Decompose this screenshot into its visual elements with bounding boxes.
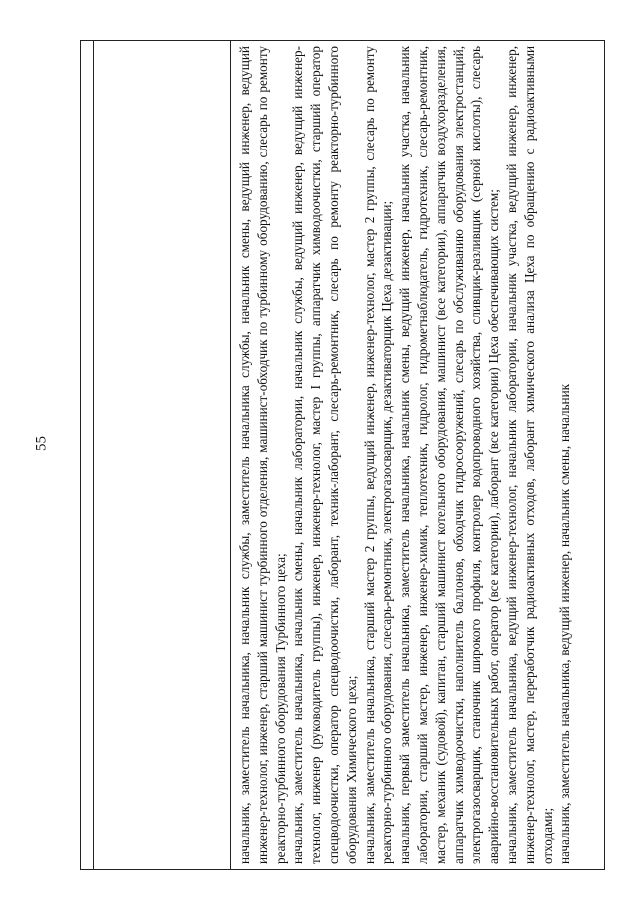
rotated-table [80, 40, 605, 870]
table-empty-band-middle [94, 40, 231, 870]
paragraph-radwaste-shop: начальник, заместитель начальника, ведущий инженер-технолог, начальник лаборатории, начальник участка, ведущий инженер, инженер, инженер-технолог, мастер, переработчик радиоактивных отходов, лаборант химического анализа Цеха по обращению с радиоактивными отходами; [503, 46, 555, 864]
paragraph-continuation: начальник, заместитель начальника, ведущий инженер, начальник смены, начальник [557, 383, 573, 864]
paragraph-decontamination-shop: начальник, заместитель начальника, старший мастер 2 группы, ведущий инженер, инженер-технолог, мастер 2 группы, слесарь по ремонту реакторно-турбинного оборудования, слесарь-ремонтник, электрогазосварщик, дезактиваторщик Цеха дезактивации; [361, 46, 395, 864]
table-empty-band-top [80, 40, 94, 870]
table-text-cell [231, 40, 605, 870]
paragraph-turbine-shop: начальник, заместитель начальника, начальник службы, заместитель начальника службы, начальник смены, ведущий инженер, ведущий инженер-технолог, инженер, старший машинист турбинного отделения, машинист-обходчик по турбинному оборудованию, слесарь по ремонту реакторно-турбинного оборудования Турбинного цеха; [237, 46, 288, 864]
table-grid [80, 40, 605, 870]
page-number: 55 [33, 436, 50, 451]
paragraph-chemical-shop: начальник, заместитель начальника, начальник смены, начальник лаборатории, начальник службы, ведущий инженер, ведущий инженер-технолог, инженер (руководитель группы), инженер, инженер-технолог, мастер I группы, аппаратчик химводоочистки, старший оператор спецводоочистки, оператор спецводоочистки, лаборант, техник-лаборант, слесарь-ремонтник, слесарь по ремонту реакторно-турбинного оборудования Химического цеха; [290, 46, 359, 864]
paragraph-support-systems-shop: начальник, первый заместитель начальника, заместитель начальника, начальник смены, ведущий инженер, начальник участка, начальник лаборатории, старший мастер, инженер, инженер-химик, теплотехник, гидролог, гидрометнаблюдатель, гидротехник, слесарь-ремонтник, мастер, механик (судовой), капитан, старший машинист котельного оборудования, машинист (все категории), аппаратчик воздухоразделения, аппаратчик химводоочистки, наполнитель баллонов, обходчик гидросооружений, слесарь по обслуживанию оборудования электростанций, электрогазосварщик, станочник широкого профиля, контролер водопроводного хозяйства, сливщик-разливщик (серной кислоты), слесарь аварийно-восстановительных работ, оператор (все категории), лаборант (все категории) Цеха обеспечивающих систем; [397, 46, 502, 864]
